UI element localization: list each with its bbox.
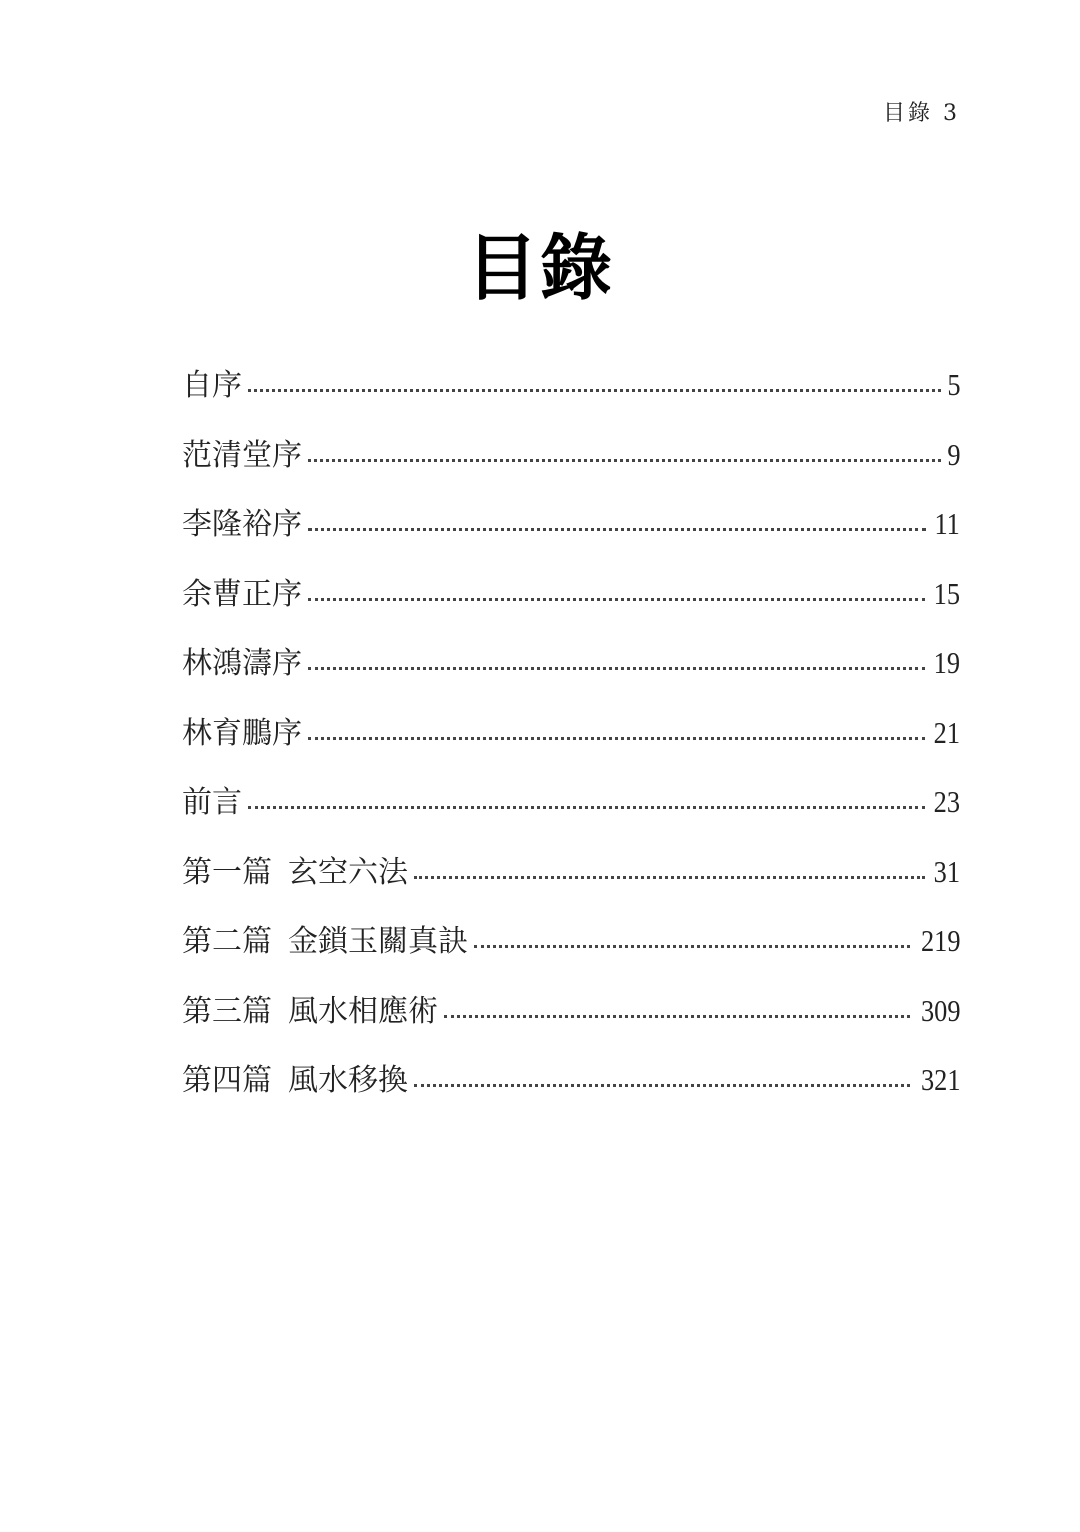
toc-entry-page: 219 bbox=[920, 923, 960, 958]
toc-entry-label bbox=[182, 430, 302, 474]
toc-entry-title: 余曹正序 bbox=[182, 576, 302, 612]
toc-entry-title: 李隆裕序 bbox=[182, 507, 302, 542]
page-number: 3 bbox=[943, 101, 960, 126]
toc-entry-title: 林鴻濤序 bbox=[182, 646, 302, 681]
dot-leader bbox=[308, 667, 925, 670]
dot-leader bbox=[444, 1015, 910, 1018]
toc-entry-label bbox=[182, 708, 302, 752]
toc-entry-page: 321 bbox=[920, 1062, 960, 1097]
toc-entry-page: 31 bbox=[933, 853, 960, 889]
toc-entry-label bbox=[182, 777, 242, 821]
toc-entry-part: 第四篇 bbox=[182, 1063, 272, 1098]
toc-entry[interactable] bbox=[182, 847, 960, 917]
toc-entry[interactable] bbox=[182, 499, 960, 569]
toc-entry-title: 范清堂序 bbox=[182, 437, 302, 473]
dot-leader bbox=[474, 945, 910, 948]
dot-leader bbox=[248, 389, 941, 392]
toc-entry-label bbox=[182, 1055, 408, 1099]
toc-entry-label bbox=[182, 499, 302, 543]
toc-entry[interactable] bbox=[182, 638, 960, 708]
toc-entry-label bbox=[182, 638, 302, 682]
toc-entry[interactable] bbox=[182, 986, 960, 1056]
toc-entry[interactable] bbox=[182, 708, 960, 778]
toc-entry-part: 第一篇 bbox=[182, 854, 272, 890]
toc-entry-page: 9 bbox=[946, 436, 960, 472]
table-of-contents bbox=[182, 360, 960, 1125]
page-title: 目錄 bbox=[465, 226, 614, 310]
toc-entry-page: 21 bbox=[933, 714, 960, 750]
toc-entry[interactable] bbox=[182, 1055, 960, 1125]
toc-entry-part: 第三篇 bbox=[182, 993, 272, 1029]
dot-leader bbox=[308, 737, 925, 740]
toc-entry[interactable] bbox=[182, 569, 960, 639]
toc-entry-label bbox=[182, 986, 438, 1030]
toc-entry-label bbox=[182, 847, 408, 891]
toc-entry-label bbox=[182, 360, 242, 404]
toc-entry[interactable] bbox=[182, 430, 960, 500]
toc-entry-title: 風水相應術 bbox=[288, 993, 438, 1029]
dot-leader bbox=[248, 806, 925, 809]
dot-leader bbox=[308, 459, 941, 462]
toc-entry-title: 前言 bbox=[182, 785, 242, 820]
toc-entry-title: 自序 bbox=[182, 368, 242, 403]
running-header bbox=[883, 96, 960, 127]
toc-entry-label bbox=[182, 569, 302, 613]
toc-entry[interactable] bbox=[182, 916, 960, 986]
toc-entry-title: 林育鵬序 bbox=[182, 715, 302, 751]
dot-leader bbox=[308, 528, 926, 531]
toc-entry-page: 23 bbox=[933, 784, 960, 819]
dot-leader bbox=[308, 598, 925, 601]
running-title: 目錄 bbox=[882, 101, 933, 126]
toc-entry-title: 金鎖玉關真訣 bbox=[288, 924, 468, 959]
dot-leader bbox=[414, 1084, 910, 1087]
toc-entry-title: 風水移換 bbox=[288, 1063, 408, 1098]
toc-entry-label bbox=[182, 916, 468, 960]
toc-entry-title: 玄空六法 bbox=[288, 854, 408, 890]
toc-entry-page: 19 bbox=[933, 645, 960, 680]
toc-entry[interactable] bbox=[182, 777, 960, 847]
toc-entry-page: 5 bbox=[946, 367, 960, 402]
toc-entry[interactable] bbox=[182, 360, 960, 430]
toc-entry-page: 15 bbox=[933, 575, 960, 611]
toc-entry-page: 11 bbox=[934, 506, 960, 541]
dot-leader bbox=[414, 876, 925, 879]
toc-entry-page: 309 bbox=[920, 992, 960, 1028]
toc-entry-part: 第二篇 bbox=[182, 924, 272, 959]
